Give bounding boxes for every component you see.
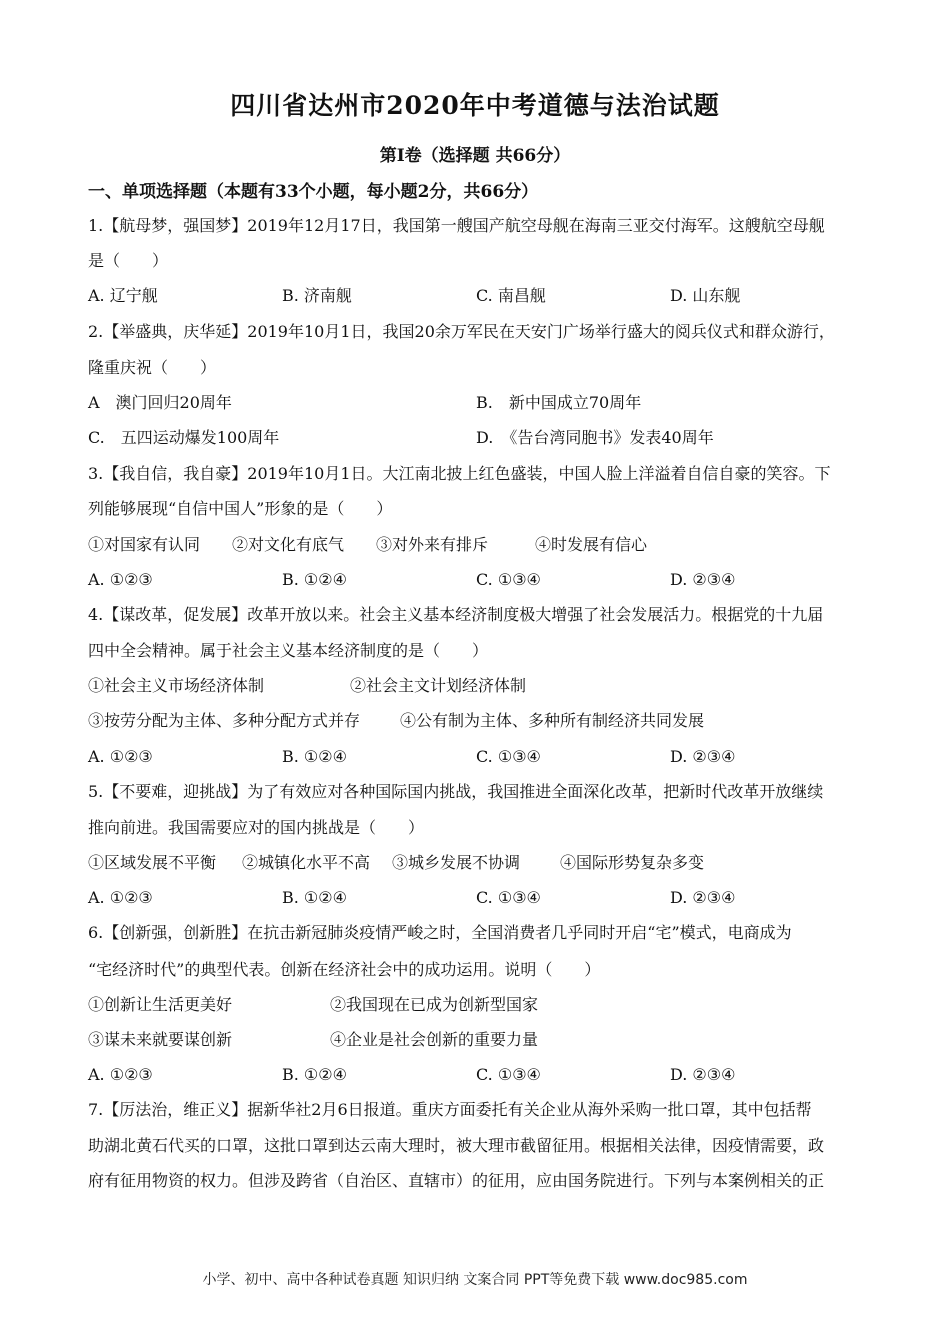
question-6-line-1: 6.【创新强，创新胜】在抗击新冠肺炎疫情严峻之时，全国消费者几乎同时开启“宅”模式，电商成为 xyxy=(88,923,792,942)
question-2-line-2: 隆重庆祝（ ） xyxy=(88,358,217,377)
question-5-option-b: B. ①②④ xyxy=(282,888,347,907)
section-heading: 一、单项选择题（本题有33个小题，每小题2分，共66分） xyxy=(88,182,539,202)
question-5-item-4: ④国际形势复杂多变 xyxy=(560,853,705,872)
question-5-option-c: C. ①③④ xyxy=(476,888,541,907)
question-2-line-1: 2.【举盛典，庆华延】2019年10月1日，我国20余万军民在天安门广场举行盛大的阅兵仪式和群众游行， xyxy=(88,322,835,341)
question-1-option-c: C. 南昌舰 xyxy=(476,286,546,305)
question-3-line-1: 3.【我自信，我自豪】2019年10月1日。大江南北披上红色盛装，中国人脸上洋溢着自信自豪的笑容。下 xyxy=(88,464,831,483)
question-1-option-a: A. 辽宁舰 xyxy=(88,286,158,305)
question-3-item-1: ①对国家有认同 xyxy=(88,535,201,554)
question-5-item-3: ③城乡发展不协调 xyxy=(392,853,521,872)
question-2-option-d: D. 《告台湾同胞书》发表40周年 xyxy=(476,428,714,447)
question-4-option-d: D. ②③④ xyxy=(670,747,736,766)
question-5-line-2: 推向前进。我国需要应对的国内挑战是（ ） xyxy=(88,818,425,837)
part-subtitle: 第I卷（选择题 共66分） xyxy=(379,146,571,166)
question-5-item-2: ②城镇化水平不高 xyxy=(242,853,371,872)
question-3-item-3: ③对外来有排斥 xyxy=(376,535,489,554)
question-7-line-1: 7.【厉法治，维正义】据新华社2月6日报道。重庆方面委托有关企业从海外采购一批口罩，其中包括帮 xyxy=(88,1100,812,1119)
question-4-line-1: 4.【谋改革，促发展】改革开放以来。社会主义基本经济制度极大增强了社会发展活力。根据党的十九届 xyxy=(88,605,824,624)
question-1-option-b: B. 济南舰 xyxy=(282,286,352,305)
question-4-item-2: ②社会主文计划经济体制 xyxy=(350,676,527,695)
question-4-option-b: B. ①②④ xyxy=(282,747,347,766)
question-6-option-d: D. ②③④ xyxy=(670,1065,736,1084)
question-4-item-4: ④公有制为主体、多种所有制经济共同发展 xyxy=(400,711,705,730)
question-4-item-3: ③按劳分配为主体、多种分配方式并存 xyxy=(88,711,361,730)
question-3-option-d: D. ②③④ xyxy=(670,570,736,589)
question-1-line-2: 是（ ） xyxy=(88,251,169,270)
question-6-option-b: B. ①②④ xyxy=(282,1065,347,1084)
question-6-item-2: ②我国现在已成为创新型国家 xyxy=(330,995,539,1014)
question-3-option-b: B. ①②④ xyxy=(282,570,347,589)
question-4-option-a: A. ①②③ xyxy=(88,747,153,766)
question-2-option-a: A 澳门回归20周年 xyxy=(88,393,232,412)
question-4-item-1: ①社会主义市场经济体制 xyxy=(88,676,265,695)
question-3-option-c: C. ①③④ xyxy=(476,570,541,589)
question-2-option-b: B. 新中国成立70周年 xyxy=(476,393,642,412)
question-4-line-2: 四中全会精神。属于社会主义基本经济制度的是（ ） xyxy=(88,641,489,660)
page-title: 四川省达州市2020年中考道德与法治试题 xyxy=(230,91,720,120)
question-4-option-c: C. ①③④ xyxy=(476,747,541,766)
question-6-option-c: C. ①③④ xyxy=(476,1065,541,1084)
question-5-option-a: A. ①②③ xyxy=(88,888,153,907)
question-6-option-a: A. ①②③ xyxy=(88,1065,153,1084)
question-3-item-4: ④时发展有信心 xyxy=(535,535,648,554)
question-3-item-2: ②对文化有底气 xyxy=(232,535,345,554)
question-1-option-d: D. 山东舰 xyxy=(670,286,741,305)
question-2-option-c: C. 五四运动爆发100周年 xyxy=(88,428,280,447)
question-7-line-3: 府有征用物资的权力。但涉及跨省（自治区、直辖市）的征用，应由国务院进行。下列与本案例相关的正 xyxy=(88,1171,825,1190)
question-5-item-1: ①区域发展不平衡 xyxy=(88,853,217,872)
question-6-line-2: “宅经济时代”的典型代表。创新在经济社会中的成功运用。说明（ ） xyxy=(88,960,601,979)
question-5-option-d: D. ②③④ xyxy=(670,888,736,907)
question-6-item-1: ①创新让生活更美好 xyxy=(88,995,233,1014)
question-1-line-1: 1.【航母梦，强国梦】2019年12月17日，我国第一艘国产航空母舰在海南三亚交付海军。这艘航空母舰 xyxy=(88,216,825,235)
question-5-line-1: 5.【不要难，迎挑战】为了有效应对各种国际国内挑战，我国推进全面深化改革，把新时代改革开放继续 xyxy=(88,782,824,801)
question-3-line-2: 列能够展现“自信中国人”形象的是（ ） xyxy=(88,499,393,518)
question-3-option-a: A. ①②③ xyxy=(88,570,153,589)
question-6-item-4: ④企业是社会创新的重要力量 xyxy=(330,1030,539,1049)
question-6-item-3: ③谋未来就要谋创新 xyxy=(88,1030,233,1049)
question-7-line-2: 助湖北黄石代买的口罩，这批口罩到达云南大理时，被大理市截留征用。根据相关法律，因疫情需要，政 xyxy=(88,1136,825,1155)
page-footer: 小学、初中、高中各种试卷真题 知识归纳 文案合同 PPT等免费下载 www.doc985.com xyxy=(202,1272,748,1288)
